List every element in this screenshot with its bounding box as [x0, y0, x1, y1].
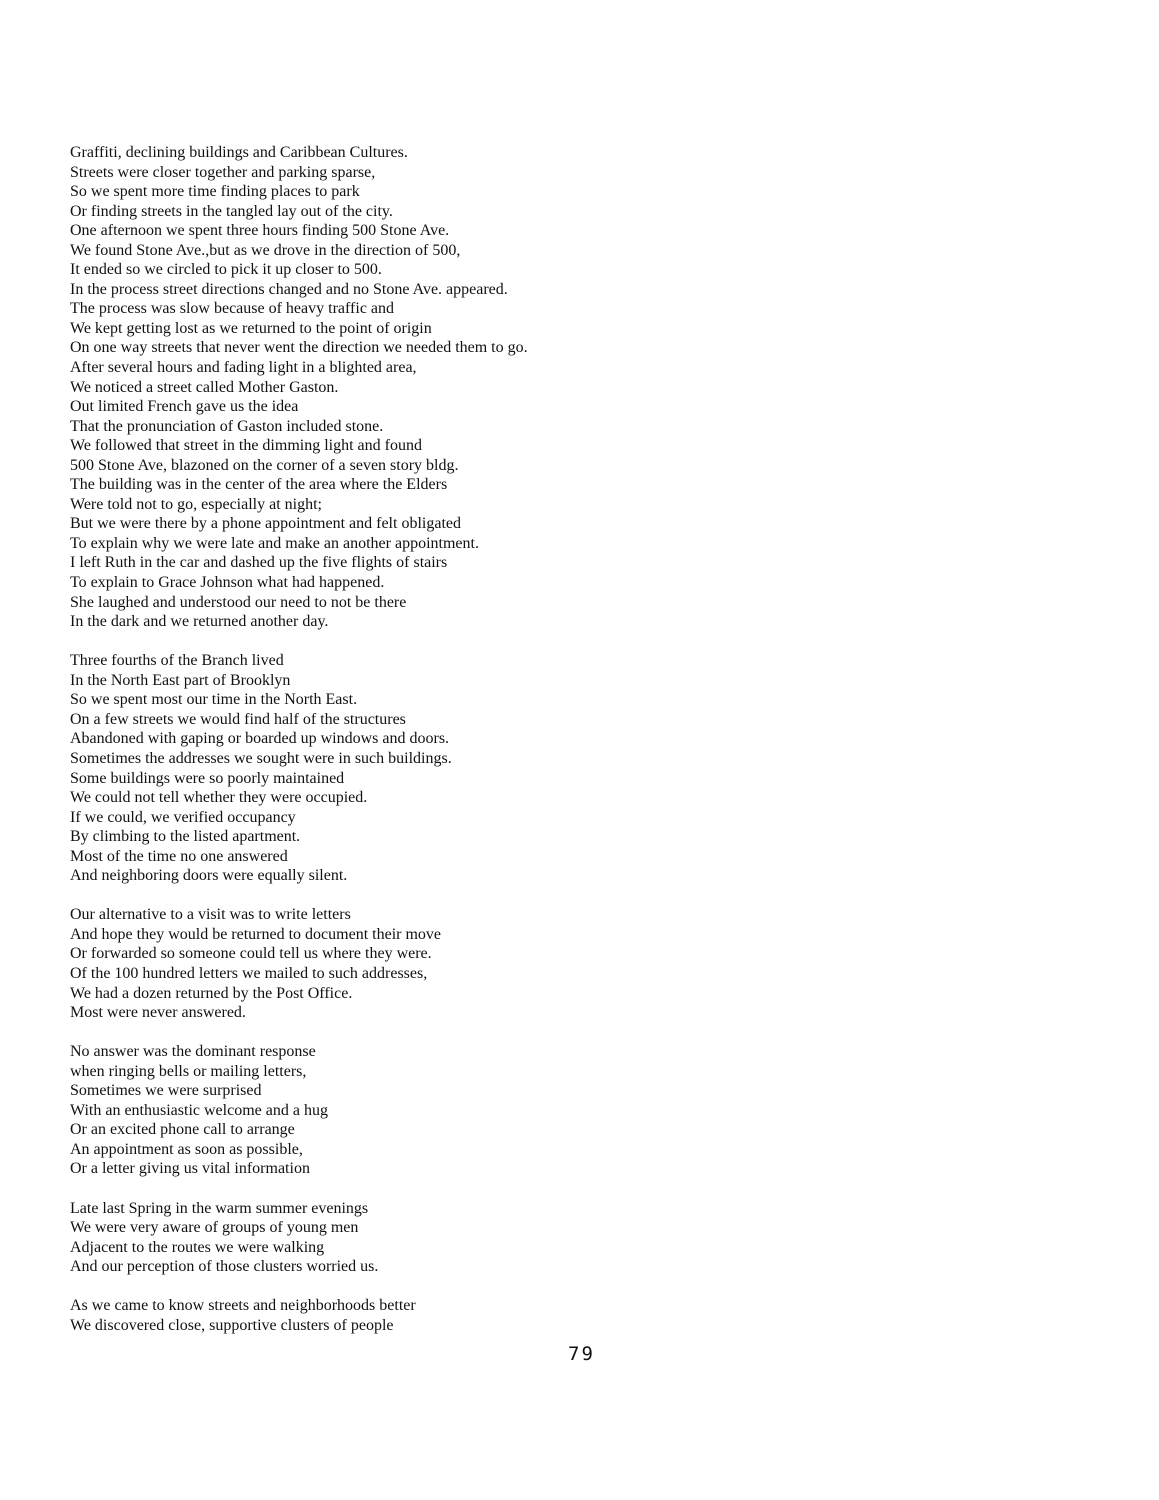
poem-line: We followed that street in the dimming light and found	[70, 437, 422, 455]
poem-line: Three fourths of the Branch lived	[70, 652, 284, 670]
poem-line: To explain why we were late and make an another appointment.	[70, 534, 479, 552]
poem-line: If we could, we verified occupancy	[70, 808, 296, 826]
poem-line: That the pronunciation of Gaston included stone.	[70, 417, 384, 435]
poem-line: And our perception of those clusters worried us.	[70, 1258, 379, 1276]
poem-line: On a few streets we would find half of the structures	[70, 710, 406, 728]
poem-line: We discovered close, supportive clusters of people	[70, 1316, 394, 1334]
poem-line: Or finding streets in the tangled lay out of the city.	[70, 202, 393, 220]
poem-line: Abandoned with gaping or boarded up windows and doors.	[70, 730, 450, 748]
poem-line: I left Ruth in the car and dashed up the five flights of stairs	[70, 554, 448, 572]
poem-line: Or an excited phone call to arrange	[70, 1121, 295, 1139]
poem-line: By climbing to the listed apartment.	[70, 828, 301, 846]
poem-line: Or a letter giving us vital information	[70, 1160, 310, 1178]
poem-body	[70, 143, 1070, 1355]
poem-line: In the dark and we returned another day.	[70, 613, 329, 631]
poem-line: Sometimes we were surprised	[70, 1082, 262, 1100]
poem-line: We found Stone Ave.,but as we drove in the direction of 500,	[70, 241, 461, 259]
poem-line: In the process street directions changed and no Stone Ave. appeared.	[70, 280, 508, 298]
poem-line: Of the 100 hundred letters we mailed to such addresses,	[70, 964, 428, 982]
poem-line: The building was in the center of the area where the Elders	[70, 476, 448, 494]
poem-line: when ringing bells or mailing letters,	[70, 1062, 307, 1080]
poem-line: One afternoon we spent three hours finding 500 Stone Ave.	[70, 222, 450, 240]
poem-line: An appointment as soon as possible,	[70, 1140, 303, 1158]
poem-line: But we were there by a phone appointment and felt obligated	[70, 515, 461, 533]
poem-line: Sometimes the addresses we sought were in such buildings.	[70, 749, 452, 767]
poem-line: Most were never answered.	[70, 1004, 246, 1022]
poem-line: In the North East part of Brooklyn	[70, 671, 291, 689]
poem-line: We noticed a street called Mother Gaston.	[70, 378, 339, 396]
poem-line: 500 Stone Ave, blazoned on the corner of a seven story bldg.	[70, 456, 459, 474]
poem-line: So we spent more time finding places to park	[70, 183, 360, 201]
poem-line: Our alternative to a visit was to write letters	[70, 906, 351, 924]
poem-line: Late last Spring in the warm summer evenings	[70, 1199, 369, 1217]
poem-line: The process was slow because of heavy traffic and	[70, 300, 395, 318]
page-number: 79	[568, 1343, 595, 1365]
poem-line: No answer was the dominant response	[70, 1043, 316, 1061]
poem-line: With an enthusiastic welcome and a hug	[70, 1101, 328, 1119]
poem-line: To explain to Grace Johnson what had happened.	[70, 574, 385, 592]
stanza	[70, 1296, 1070, 1335]
poem-line: After several hours and fading light in a blighted area,	[70, 359, 417, 377]
poem-line: We could not tell whether they were occupied.	[70, 789, 368, 807]
stanza	[70, 651, 1070, 886]
poem-line: We kept getting lost as we returned to the point of origin	[70, 319, 432, 337]
poem-line: Graffiti, declining buildings and Caribbean Cultures.	[70, 144, 408, 161]
stanza	[70, 905, 1070, 1022]
poem-line: She laughed and understood our need to not be there	[70, 593, 407, 611]
poem-line: It ended so we circled to pick it up closer to 500.	[70, 261, 382, 279]
poem-line: Adjacent to the routes we were walking	[70, 1238, 325, 1256]
stanza	[70, 1042, 1070, 1179]
poem-line: On one way streets that never went the direction we needed them to go.	[70, 339, 528, 357]
poem-line: And hope they would be returned to document their move	[70, 925, 442, 943]
stanza	[70, 1199, 1070, 1277]
poem-line: Some buildings were so poorly maintained	[70, 769, 345, 787]
poem-line: Were told not to go, especially at night;	[70, 495, 322, 513]
poem-line: As we came to know streets and neighborhoods better	[70, 1297, 416, 1315]
poem-line: So we spent most our time in the North East.	[70, 691, 358, 709]
poem-line: We were very aware of groups of young men	[70, 1219, 359, 1237]
poem-line: Out limited French gave us the idea	[70, 398, 299, 416]
poem-line: Or forwarded so someone could tell us where they were.	[70, 945, 432, 963]
poem-line: We had a dozen returned by the Post Office.	[70, 984, 353, 1002]
stanza	[70, 143, 1070, 632]
poem-line: And neighboring doors were equally silent.	[70, 867, 348, 885]
poem-line: Most of the time no one answered	[70, 847, 288, 865]
poem-line: Streets were closer together and parking sparse,	[70, 163, 376, 181]
